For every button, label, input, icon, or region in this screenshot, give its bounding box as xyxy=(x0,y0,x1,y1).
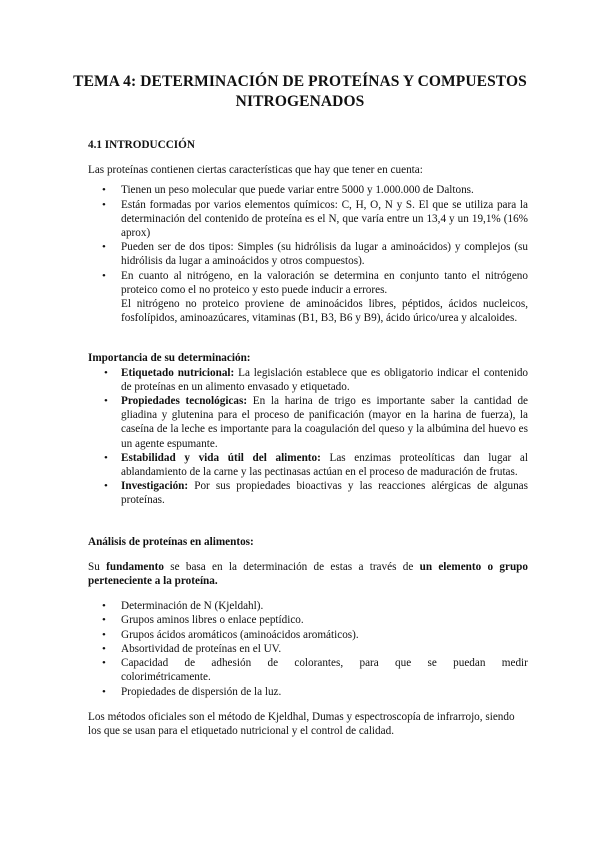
title-line-1: TEMA 4: DETERMINACIÓN DE PROTEÍNAS Y COMPUESTOS xyxy=(73,73,527,90)
bullet-icon: • xyxy=(102,685,106,698)
characteristics-list xyxy=(88,183,528,325)
title-line-2: NITROGENADOS xyxy=(235,93,365,110)
bullet-icon: • xyxy=(102,184,106,197)
page-title xyxy=(60,72,540,112)
list-item: • Investigación: Por sus propiedades bioactivas y las reacciones alérgicas de algunas proteínas. xyxy=(104,480,528,507)
bullet-icon: • xyxy=(102,198,106,211)
importance-list xyxy=(88,366,528,508)
list-item: • Tienen un peso molecular que puede variar entre 5000 y 1.000.000 de Daltons. xyxy=(102,184,474,197)
list-item: • En cuanto al nitrógeno, en la valoración se determina en conjunto tanto el nitrógeno proteico como el no proteico y esto puede inducir a errores. El nitrógeno no proteico proviene de aminoácidos libres, péptidos, ácidos nucleicos, fosfolípidos, aminoazúcares, vitaminas (B1, B3, B6 y B9), ácido úrico/urea y alcaloides. xyxy=(102,269,528,325)
bullet-icon: • xyxy=(104,395,108,408)
fundamento-paragraph: Su fundamento se basa en la determinación de estas a través de un elemento o grupo perteneciente a la proteína. xyxy=(88,560,528,588)
list-item: • Grupos ácidos aromáticos (aminoácidos aromáticos). xyxy=(102,628,359,641)
list-item: • Propiedades de dispersión de la luz. xyxy=(102,685,282,698)
bullet-icon: • xyxy=(104,366,108,379)
section-heading-introduccion: 4.1 INTRODUCCIÓN xyxy=(88,139,195,151)
document-body xyxy=(88,138,528,738)
section-heading-importancia: Importancia de su determinación: xyxy=(88,352,251,365)
bullet-icon: • xyxy=(102,241,106,254)
list-item: • Propiedades tecnológicas: En la harina de trigo es importante saber la cantidad de gliadina y glutenina para el proceso de panificación (mayor en la harina de fuerza), la caseína de la leche es importante para la coagulación del queso y la albúmina del huevo es un agente espumante. xyxy=(104,395,528,450)
section-heading-analisis: Análisis de proteínas en alimentos: xyxy=(88,535,254,548)
bullet-icon: • xyxy=(102,657,106,670)
list-item: • Determinación de N (Kjeldahl). xyxy=(102,600,264,613)
bullet-icon: • xyxy=(102,614,106,627)
non-protein-nitrogen-note: El nitrógeno no proteico proviene de aminoácidos libres, péptidos, ácidos nucleicos, fosfolípidos, aminoazúcares, vitaminas (B1, B3, B6 y B9), ácido úrico/urea y alcaloides. xyxy=(121,298,528,325)
intro-paragraph: Las proteínas contienen ciertas características que hay que tener en cuenta: xyxy=(88,164,423,177)
bullet-icon: • xyxy=(104,480,108,493)
list-item: • Pueden ser de dos tipos: Simples (su hidrólisis da lugar a aminoácidos) y complejos (su hidrólisis da lugar a aminoácidos y otros compuestos). xyxy=(102,241,528,268)
bullet-icon: • xyxy=(102,642,106,655)
bullet-icon: • xyxy=(104,451,108,464)
capacity-line: Capacidad de adhesión de colorantes, para que se puedan medir xyxy=(121,657,528,670)
bullet-icon: • xyxy=(102,600,106,613)
bullet-icon: • xyxy=(102,269,106,282)
list-item: • Capacidad de adhesión de colorantes, para que se puedan medir colorimétricamente. xyxy=(102,657,528,684)
bullet-icon: • xyxy=(102,628,106,641)
analysis-methods-list xyxy=(88,599,528,698)
list-item: • Grupos aminos libres o enlace peptídico. xyxy=(102,614,304,627)
list-item: • Estabilidad y vida útil del alimento: Las enzimas proteolíticas dan lugar al ablandamiento de la carne y las pectinasas actúan en el proceso de maduración de frutas. xyxy=(104,451,528,479)
closing-paragraph: Los métodos oficiales son el método de Kjeldhal, Dumas y espectroscopía de infrarrojo, siendo los que se usan para el etiquetado nutricional y el control de calidad. xyxy=(88,710,515,737)
list-item: • Están formadas por varios elementos químicos: C, H, O, N y S. El que se utiliza para la determinación del contenido de proteína es el N, que varía entre un 13,4 y un 19,1% (16% aprox) xyxy=(102,198,528,240)
list-item: • Absortividad de proteínas en el UV. xyxy=(102,642,282,655)
list-item: • Etiquetado nutricional: La legislación establece que es obligatorio indicar el contenido de proteínas en un alimento envasado y etiquetado. xyxy=(104,366,529,393)
